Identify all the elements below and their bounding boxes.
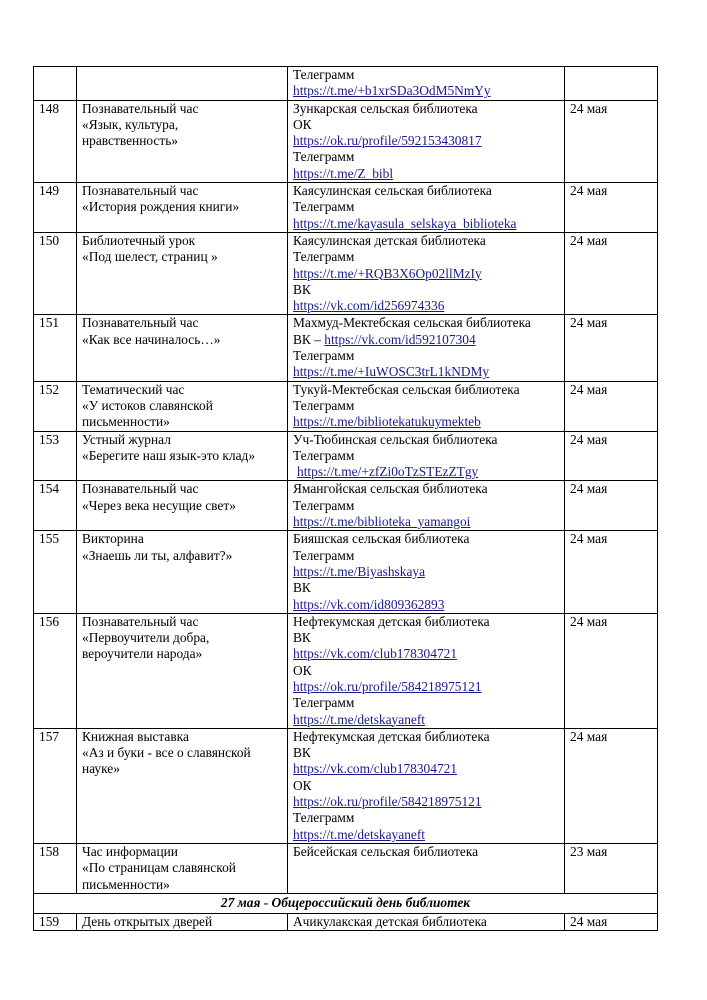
row-number: 156 (34, 613, 77, 728)
event-line: «Через века несущие свет» (82, 497, 236, 513)
event-line: Библиотечный урок (82, 232, 196, 248)
venue-cell (288, 183, 565, 233)
venue-link-line (293, 712, 564, 728)
venue-text: ВК (293, 745, 311, 761)
venue-text: Телеграмм (293, 695, 355, 711)
venue-text: Уч-Тюбинская сельская библиотека (293, 431, 498, 447)
event-line: Час информации (82, 843, 178, 859)
venue-text: Телеграмм (293, 149, 355, 165)
event-line: науке» (82, 761, 120, 777)
row-number: 153 (34, 431, 77, 481)
event-date: 24 мая (565, 914, 658, 931)
event-cell (77, 531, 288, 613)
table-row (34, 843, 658, 893)
venue-cell (288, 728, 565, 843)
venue-link-line (293, 298, 564, 314)
row-number: 154 (34, 481, 77, 531)
event-cell (77, 381, 288, 431)
event-cell (77, 431, 288, 481)
event-line: «Берегите наш язык-это клад» (82, 447, 256, 463)
venue-cell (288, 315, 565, 381)
venue-cell (288, 481, 565, 531)
venue-text: Махмуд-Мектебская сельская библиотека (293, 315, 531, 331)
event-line: «История рождения книги» (82, 199, 240, 215)
venue-link[interactable]: https://t.me/Z_bibl (293, 165, 394, 181)
venue-link-line (293, 464, 564, 480)
venue-link-line (293, 364, 564, 380)
venue-text: Телеграмм (293, 199, 355, 215)
table-row (34, 100, 658, 182)
table-row (34, 315, 658, 381)
venue-text: ВК (293, 580, 311, 596)
row-number: 157 (34, 728, 77, 843)
table-row (34, 613, 658, 728)
event-date: 24 мая (565, 100, 658, 182)
venue-link[interactable]: https://ok.ru/profile/592153430817 (293, 133, 482, 149)
venue-cell (288, 914, 565, 931)
venue-cell (288, 531, 565, 613)
venue-cell (288, 843, 565, 893)
venue-text: Ямангойская сельская библиотека (293, 481, 488, 497)
venue-link[interactable]: https://vk.com/club178304721 (293, 761, 458, 777)
event-cell (77, 843, 288, 893)
venue-text: ВК (293, 281, 311, 297)
venue-text: ВК (293, 630, 311, 646)
event-line: Познавательный час (82, 481, 199, 497)
events-table (33, 66, 658, 931)
venue-text: Телеграмм (293, 447, 355, 463)
event-line: «По страницам славянской (82, 860, 236, 876)
event-line: «Как все начиналось…» (82, 331, 221, 347)
venue-text: Нефтекумская детская библиотека (293, 728, 490, 744)
venue-link-line (293, 679, 564, 695)
venue-link[interactable]: https://vk.com/club178304721 (293, 646, 458, 662)
event-line: «Первоучители добра, (82, 630, 210, 646)
venue-link[interactable]: https://t.me/Biyashskaya (293, 563, 426, 579)
event-line: Викторина (82, 531, 144, 547)
event-line: День открытых дверей (82, 914, 213, 930)
row-number: 149 (34, 183, 77, 233)
venue-link-line (293, 597, 564, 613)
event-cell (77, 613, 288, 728)
event-line: письменности» (82, 414, 170, 430)
event-date: 24 мая (565, 315, 658, 381)
venue-link-line (293, 761, 564, 777)
row-number: 158 (34, 843, 77, 893)
event-date: 24 мая (565, 431, 658, 481)
venue-link-line (293, 564, 564, 580)
venue-link-line (293, 414, 564, 430)
event-line: Устный журнал (82, 431, 171, 447)
venue-link-line (293, 216, 564, 232)
event-cell (77, 100, 288, 182)
venue-text: Телеграмм (293, 810, 355, 826)
event-date: 24 мая (565, 481, 658, 531)
venue-link-line (293, 794, 564, 810)
event-line: «Язык, культура, (82, 116, 179, 132)
event-date: 24 мая (565, 381, 658, 431)
event-cell (77, 183, 288, 233)
event-date: 23 мая (565, 843, 658, 893)
venue-link-line (293, 266, 564, 282)
venue-link[interactable]: https://t.me/+zfZi0oTzSTEzZTgy (297, 464, 479, 480)
venue-text: Телеграмм (293, 397, 355, 413)
venue-link-line (293, 133, 564, 149)
venue-link[interactable]: https://vk.com/id809362893 (293, 596, 445, 612)
table-row (34, 728, 658, 843)
event-line: Книжная выставка (82, 728, 189, 744)
event-line: письменности» (82, 876, 170, 892)
venue-link[interactable]: https://t.me/bibliotekatukuymekteb (293, 414, 481, 430)
venue-text: Зункарская сельская библиотека (293, 100, 478, 116)
table-row (34, 431, 658, 481)
event-line: «Под шелест, страниц » (82, 249, 218, 265)
venue-link-line (293, 332, 564, 348)
event-date: 24 мая (565, 728, 658, 843)
venue-link-line (293, 827, 564, 843)
venue-text: ОК (293, 777, 312, 793)
row-number: 152 (34, 381, 77, 431)
venue-link[interactable]: https://t.me/detskayaneft (293, 711, 426, 727)
venue-link[interactable]: https://t.me/+RQB3X6Op02llMzIy (293, 265, 482, 281)
venue-text: Нефтекумская детская библиотека (293, 613, 490, 629)
table-row (34, 914, 658, 931)
events-table-body (34, 67, 658, 931)
venue-cell (288, 67, 565, 101)
section-row (34, 893, 658, 913)
venue-link-line (293, 166, 564, 182)
venue-link[interactable]: https://t.me/+b1xrSDa3OdM5NmYy (293, 83, 491, 99)
venue-cell (288, 100, 565, 182)
event-cell (77, 728, 288, 843)
venue-cell (288, 232, 565, 314)
event-line: Тематический час (82, 381, 185, 397)
venue-link[interactable]: https://ok.ru/profile/584218975121 (293, 678, 482, 694)
venue-cell (288, 431, 565, 481)
venue-link-prefix: ВК – (293, 331, 325, 347)
event-cell (77, 481, 288, 531)
venue-cell (288, 613, 565, 728)
venue-text: Каясулинская сельская библиотека (293, 183, 492, 199)
event-date: 24 мая (565, 232, 658, 314)
venue-link[interactable]: https://t.me/biblioteka_yamangoi (293, 514, 471, 530)
venue-text: Каясулинская детская библиотека (293, 232, 486, 248)
venue-link[interactable]: https://t.me/detskayaneft (293, 826, 426, 842)
row-number (34, 67, 77, 101)
venue-cell (288, 381, 565, 431)
venue-link[interactable]: https://vk.com/id256974336 (293, 298, 445, 314)
event-date (565, 67, 658, 101)
venue-text: Телеграмм (293, 67, 355, 82)
table-row (34, 183, 658, 233)
event-cell (77, 315, 288, 381)
row-number: 148 (34, 100, 77, 182)
table-row (34, 481, 658, 531)
table-row (34, 381, 658, 431)
venue-text: Телеграмм (293, 497, 355, 513)
section-heading: 27 мая - Общероссийский день библиотек (34, 893, 658, 913)
event-line: Познавательный час (82, 183, 199, 199)
event-line: «Аз и буки - все о славянской (82, 745, 251, 761)
venue-text: Телеграмм (293, 249, 355, 265)
venue-text: Бейсейская сельская библиотека (293, 843, 479, 859)
venue-link-line (293, 646, 564, 662)
event-line: Познавательный час (82, 613, 199, 629)
venue-text: ОК (293, 662, 312, 678)
row-number: 159 (34, 914, 77, 931)
event-line: «Знаешь ли ты, алфавит?» (82, 547, 233, 563)
event-line: Познавательный час (82, 315, 199, 331)
event-cell (77, 232, 288, 314)
event-cell (77, 67, 288, 101)
event-date: 24 мая (565, 613, 658, 728)
event-line: «У истоков славянской (82, 397, 213, 413)
event-cell (77, 914, 288, 931)
venue-text: Ачикулакская детская библиотека (293, 914, 487, 930)
table-row (34, 232, 658, 314)
row-number: 150 (34, 232, 77, 314)
venue-link[interactable]: https://t.me/+IuWOSC3trL1kNDMy (293, 364, 490, 380)
event-line: Познавательный час (82, 100, 199, 116)
row-number: 151 (34, 315, 77, 381)
venue-link[interactable]: https://ok.ru/profile/584218975121 (293, 794, 482, 810)
table-row (34, 67, 658, 101)
venue-text: ОК (293, 116, 312, 132)
venue-link[interactable]: https://t.me/kayasula_selskaya_biblioteka (293, 215, 517, 231)
row-number: 155 (34, 531, 77, 613)
venue-text: Телеграмм (293, 348, 355, 364)
event-line: нравственность» (82, 133, 178, 149)
table-row (34, 531, 658, 613)
venue-link-line (293, 83, 564, 99)
venue-link-line (293, 514, 564, 530)
venue-text: Тукуй-Мектебская сельская библиотека (293, 381, 520, 397)
venue-link[interactable]: https://vk.com/id592107304 (324, 331, 476, 347)
venue-text: Телеграмм (293, 547, 355, 563)
venue-text: Бияшская сельская библиотека (293, 531, 470, 547)
event-line: вероучители народа» (82, 646, 203, 662)
event-date: 24 мая (565, 531, 658, 613)
event-date: 24 мая (565, 183, 658, 233)
